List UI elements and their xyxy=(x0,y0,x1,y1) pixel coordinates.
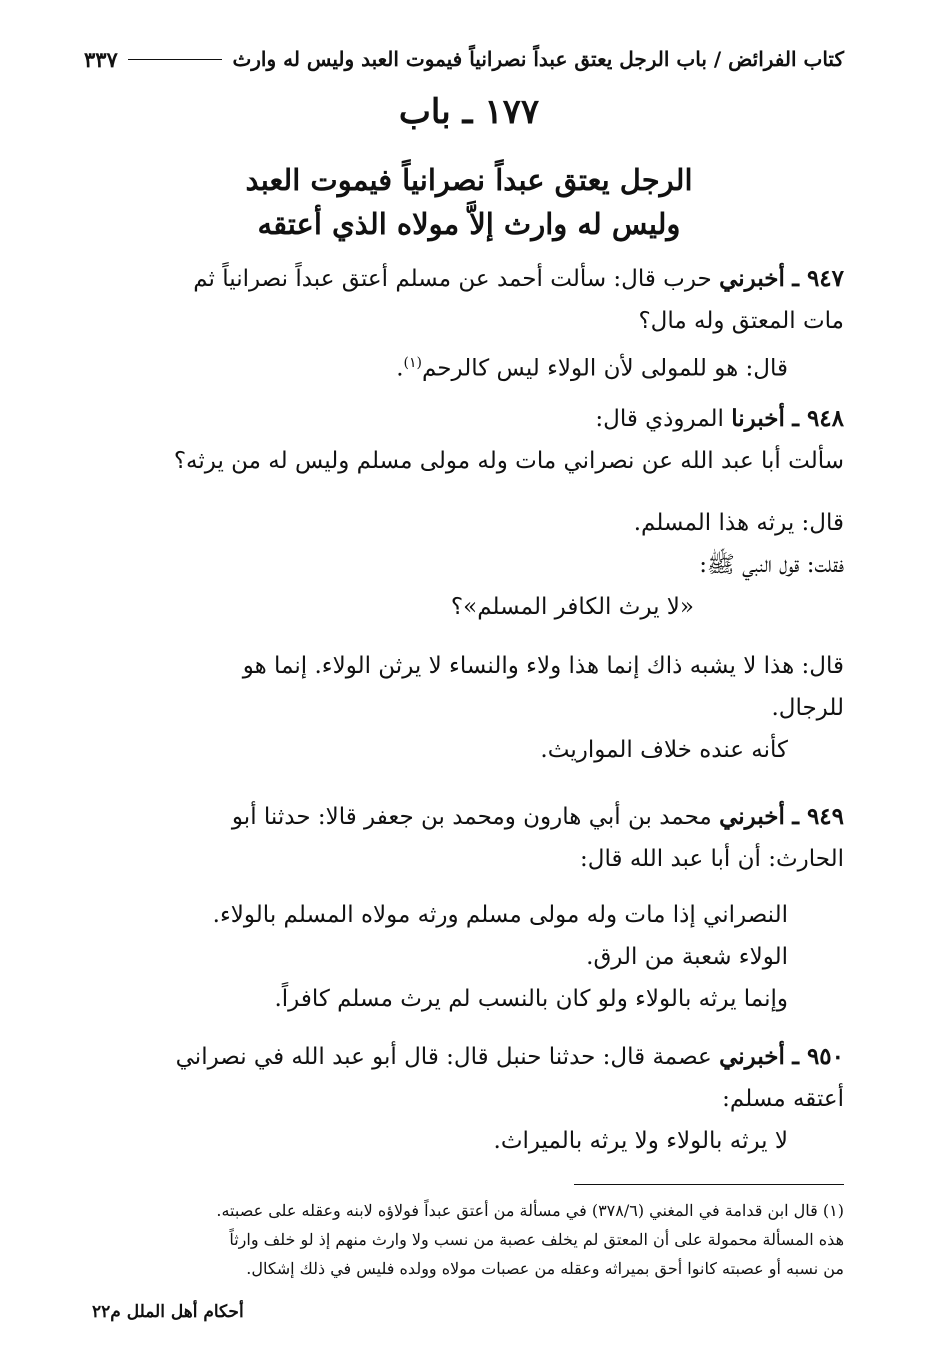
footnote-line-3: من نسبه أو عصبته كانوا أحق بميراثه وعقله من عصبات مولاه وولده فليس في ذلك إشكال. xyxy=(246,1259,844,1278)
entry-948-line-4: فقلت: قول النبي ﷺ: xyxy=(699,552,844,578)
entry-949-line-1 xyxy=(92,796,844,838)
entry-950-line-1 xyxy=(92,1036,844,1078)
entry-948-line-7: للرجال. xyxy=(771,695,844,721)
entry-text-end: . xyxy=(396,355,404,382)
entry-950-line-2: أعتقه مسلم: xyxy=(722,1086,844,1112)
chapter-title-line-1: الرجل يعتق عبداً نصرانياً فيموت العبد xyxy=(245,163,693,197)
entry-number: ٩٥٠ ـ xyxy=(792,1043,844,1070)
chapter-title-line-2: وليس له وارث إلاَّ مولاه الذي أعتقه xyxy=(257,207,681,241)
entry-text: محمد بن أبي هارون ومحمد بن جعفر قالا: حدثنا أبو xyxy=(231,804,712,830)
entry-948-line-2: سألت أبا عبد الله عن نصراني مات وله مولى مسلم وليس له من يرثه؟ xyxy=(173,448,844,474)
signature-mark: أحكام أهل الملل م٢٢ xyxy=(92,1302,244,1322)
entry-948-line-1 xyxy=(92,398,844,440)
entry-keyword: أخبرنا xyxy=(731,405,785,432)
entry-950 xyxy=(92,1036,844,1162)
footnote-divider xyxy=(574,1184,844,1185)
entry-948-line-8: كأنه عنده خلاف المواريث. xyxy=(540,737,788,763)
entry-947-line-3 xyxy=(92,342,844,390)
entry-948-dialogue xyxy=(92,502,844,628)
entry-947 xyxy=(92,258,844,390)
entry-949-line-4: الولاء شعبة من الرق. xyxy=(586,944,788,970)
entry-number: ٩٤٧ ـ xyxy=(792,265,844,292)
footnotes xyxy=(92,1196,844,1283)
entry-947-line-1 xyxy=(92,258,844,300)
chapter-number: ١٧٧ ـ باب xyxy=(398,92,540,132)
entry-text: قال: هو للمولى لأن الولاء ليس كالرحم xyxy=(422,355,788,382)
entry-948-line-5: «لا يرث الكافر المسلم»؟ xyxy=(450,594,694,620)
entry-950-line-3: لا يرثه بالولاء ولا يرثه بالميراث. xyxy=(493,1128,788,1154)
running-header-rule xyxy=(128,59,223,60)
entry-text: عصمة قال: حدثنا حنبل قال: قال أبو عبد الله في نصراني xyxy=(175,1044,712,1070)
entry-text: المروذي قال: xyxy=(595,406,724,432)
entry-keyword: أخبرني xyxy=(719,265,785,292)
entry-948 xyxy=(92,398,844,482)
footnote-line-2: هذه المسألة محمولة على أن المعتق لم يخلف عصبة من نسب ولا وارث منهم إذ لو خلف وارثاً xyxy=(229,1230,844,1249)
running-header xyxy=(84,42,844,76)
footnote-marker: (١) xyxy=(403,355,422,371)
entry-number: ٩٤٨ ـ xyxy=(792,405,844,432)
entry-number: ٩٤٩ ـ xyxy=(792,803,844,830)
entry-text: حرب قال: سألت أحمد عن مسلم أعتق عبداً نصرانياً ثم xyxy=(193,266,712,292)
entry-949-quote xyxy=(92,894,844,1020)
chapter-title xyxy=(80,158,858,246)
entry-keyword: أخبرني xyxy=(719,803,785,830)
entry-948-line-3: قال: يرثه هذا المسلم. xyxy=(633,510,844,536)
entry-949 xyxy=(92,796,844,880)
running-header-title: كتاب الفرائض / باب الرجل يعتق عبداً نصرانياً فيموت العبد وليس له وارث xyxy=(232,47,844,71)
entry-949-line-5: وإنما يرثه بالولاء ولو كان بالنسب لم يرث مسلم كافراً. xyxy=(274,986,788,1012)
entry-947-line-2: مات المعتق وله مال؟ xyxy=(638,308,844,334)
entry-949-line-2: الحارث: أن أبا عبد الله قال: xyxy=(580,846,844,872)
entry-948-answer xyxy=(92,645,844,771)
entry-948-line-6: قال: هذا لا يشبه ذاك إنما هذا ولاء والنساء لا يرثن الولاء. إنما هو xyxy=(242,653,844,679)
entry-keyword: أخبرني xyxy=(719,1043,785,1070)
page-number: ٣٣٧ xyxy=(84,46,118,72)
footnote-line-1: (١) قال ابن قدامة في المغني (٣٧٨/٦) في مسألة من أعتق عبداً فولاؤه لابنه وعقله على عصبته. xyxy=(216,1201,844,1220)
entry-949-line-3: النصراني إذا مات وله مولى مسلم ورثه مولاه المسلم بالولاء. xyxy=(212,902,788,928)
